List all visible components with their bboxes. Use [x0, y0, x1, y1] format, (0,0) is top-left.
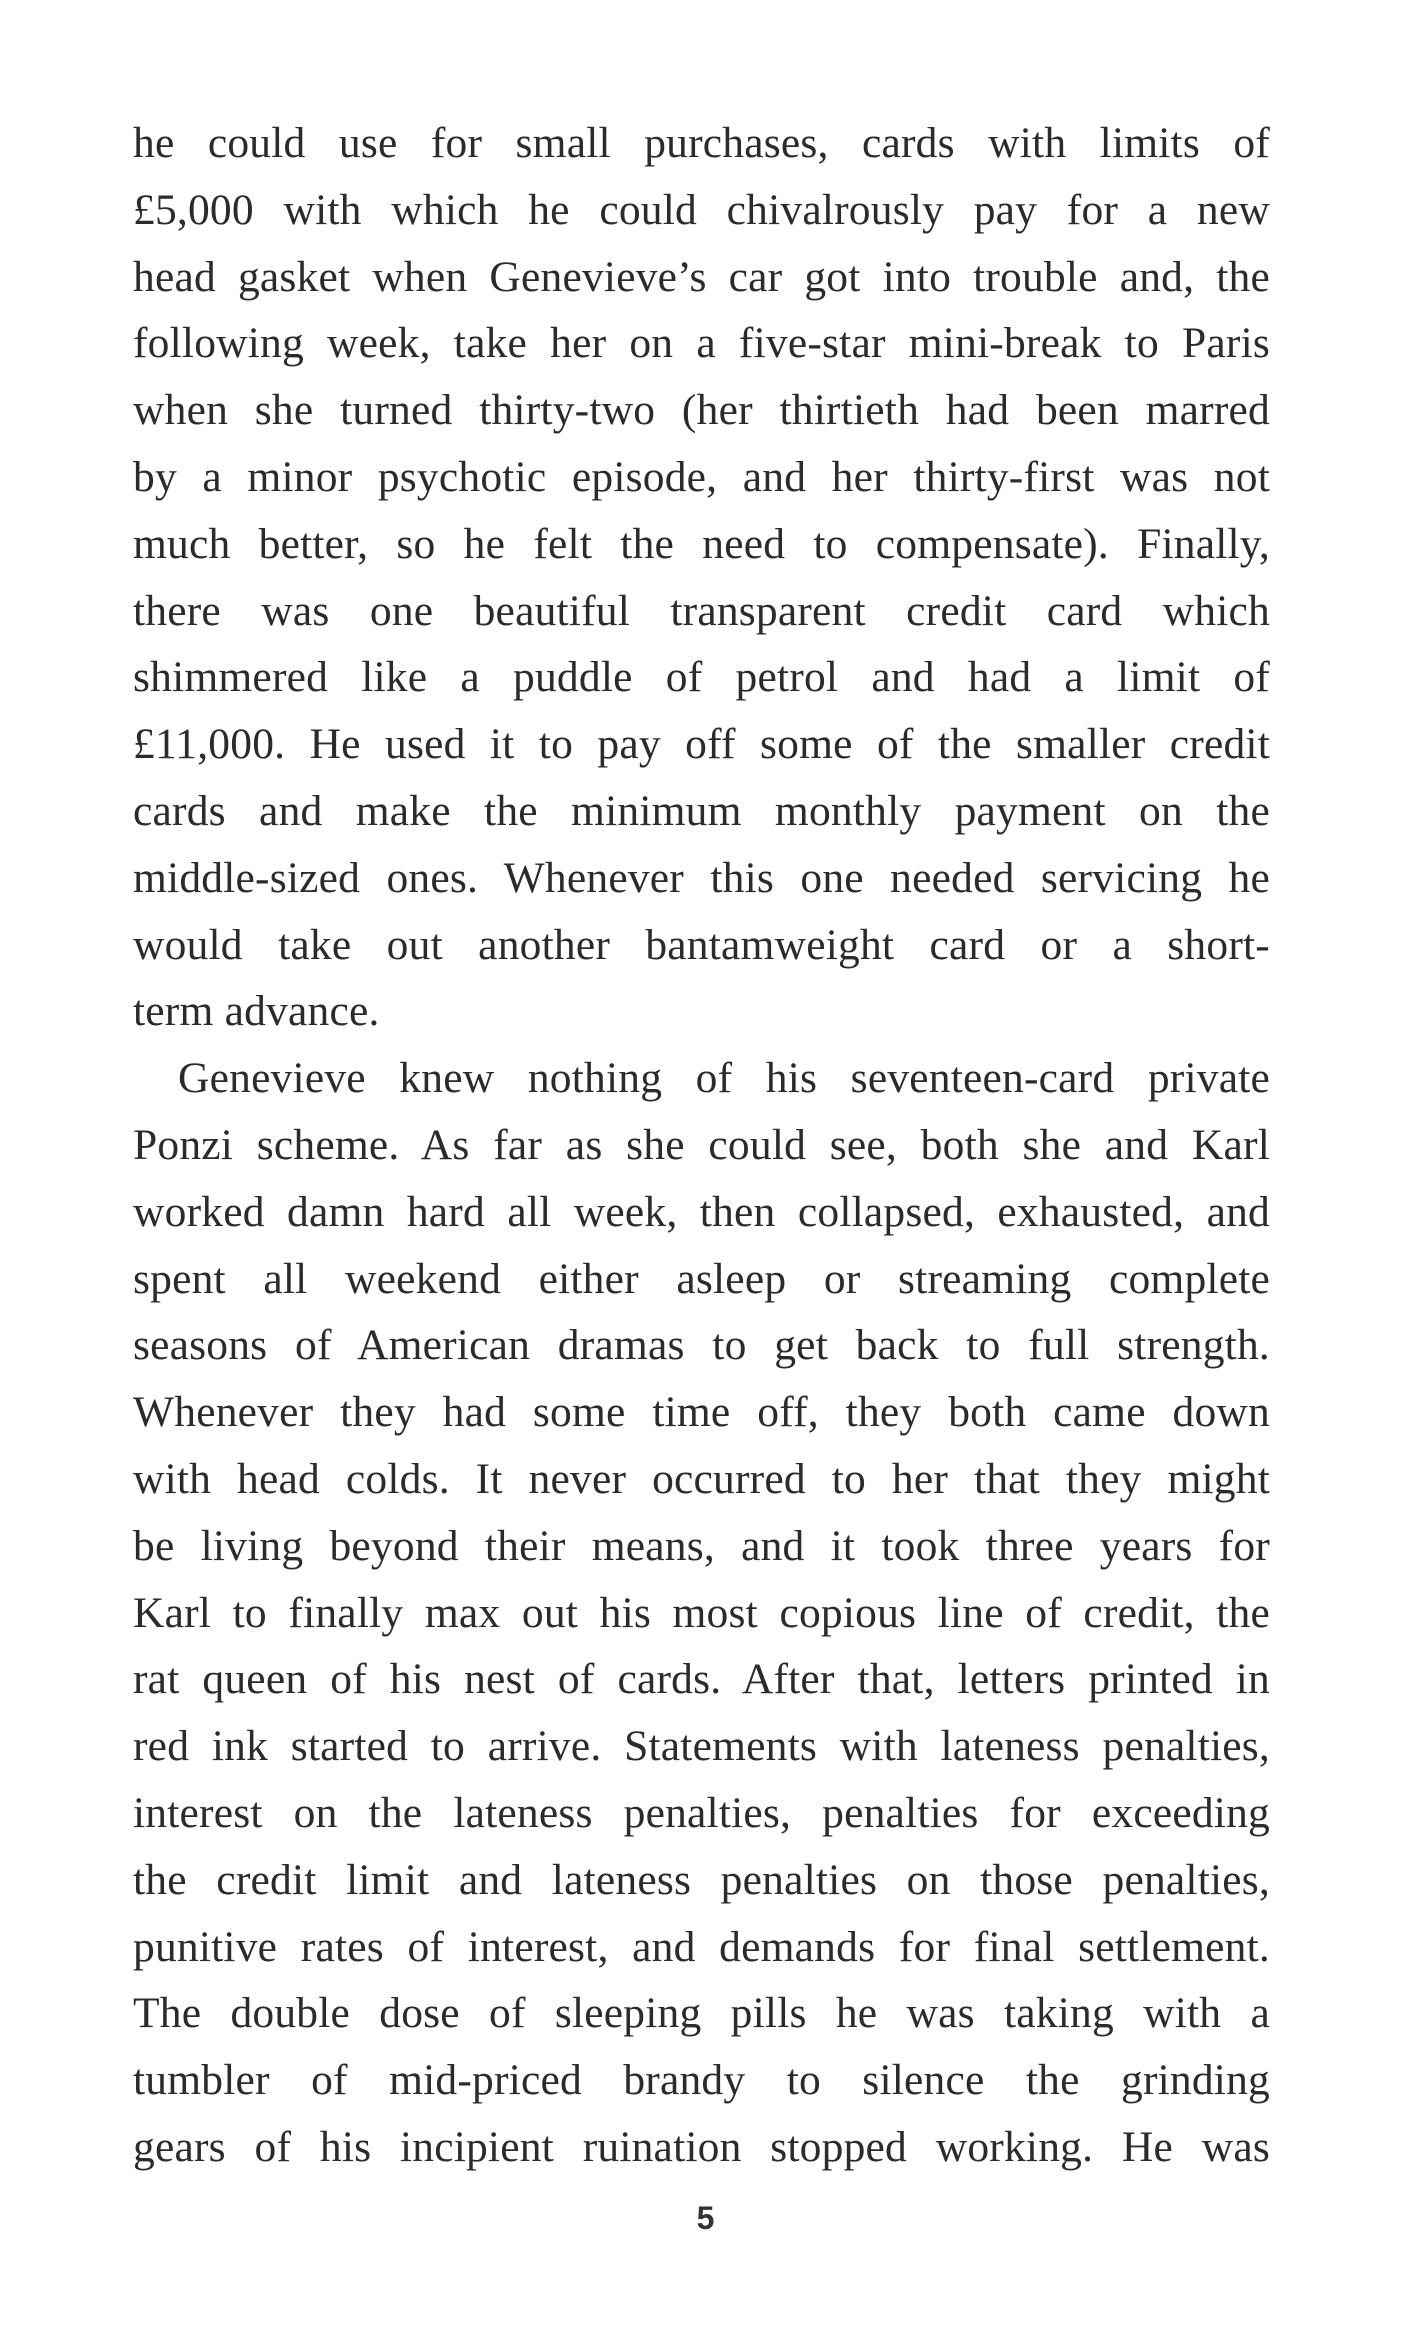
body-text	[133, 110, 1270, 2181]
text-line: be living beyond their means, and it took three years for	[133, 1521, 1270, 1570]
text-line: head gasket when Genevieve’s car got into trouble and, the	[133, 252, 1270, 301]
paragraph-1	[133, 110, 1270, 1045]
text-line: following week, take her on a five-star mini-break to Paris	[133, 319, 1270, 368]
text-line: tumbler of mid-priced brandy to silence the grinding	[133, 2056, 1270, 2105]
text-line: gears of his incipient ruination stopped working. He was	[133, 2122, 1270, 2171]
text-line: the credit limit and lateness penalties on those penalties,	[133, 1855, 1270, 1904]
text-line: Genevieve knew nothing of his seventeen-card private	[178, 1054, 1270, 1103]
text-line: punitive rates of interest, and demands for final settlement.	[133, 1922, 1270, 1971]
text-line: shimmered like a puddle of petrol and had a limit of	[133, 653, 1270, 702]
text-line: interest on the lateness penalties, penalties for exceeding	[133, 1788, 1270, 1837]
paragraph-2	[133, 1045, 1270, 2181]
text-line: The double dose of sleeping pills he was taking with a	[133, 1989, 1270, 2038]
text-line: Ponzi scheme. As far as she could see, both she and Karl	[133, 1120, 1270, 1169]
text-line: red ink started to arrive. Statements with lateness penalties,	[133, 1722, 1270, 1771]
text-line: term advance.	[133, 987, 380, 1036]
text-line: cards and make the minimum monthly payment on the	[133, 786, 1270, 835]
text-line: £11,000. He used it to pay off some of the smaller credit	[133, 720, 1270, 769]
text-line: middle-sized ones. Whenever this one needed servicing he	[133, 853, 1270, 902]
text-line: Whenever they had some time off, they both came down	[133, 1388, 1270, 1437]
page-number: 5	[696, 2200, 715, 2236]
text-line: when she turned thirty-two (her thirtieth had been marred	[133, 386, 1270, 435]
text-line: rat queen of his nest of cards. After that, letters printed in	[133, 1655, 1270, 1704]
text-line: there was one beautiful transparent credit card which	[133, 586, 1270, 635]
text-line: Karl to finally max out his most copious line of credit, the	[133, 1588, 1270, 1637]
text-line: £5,000 with which he could chivalrously pay for a new	[133, 185, 1270, 234]
text-line: worked damn hard all week, then collapsed, exhausted, and	[133, 1187, 1270, 1236]
text-line: with head colds. It never occurred to her that they might	[133, 1454, 1270, 1503]
text-line: by a minor psychotic episode, and her thirty-first was not	[133, 452, 1270, 501]
text-line: much better, so he felt the need to compensate). Finally,	[133, 519, 1270, 568]
text-line: he could use for small purchases, cards with limits of	[133, 119, 1270, 167]
text-line: seasons of American dramas to get back to full strength.	[133, 1321, 1270, 1370]
text-line: would take out another bantamweight card or a short-	[133, 920, 1270, 969]
text-line: spent all weekend either asleep or streaming complete	[133, 1254, 1270, 1303]
